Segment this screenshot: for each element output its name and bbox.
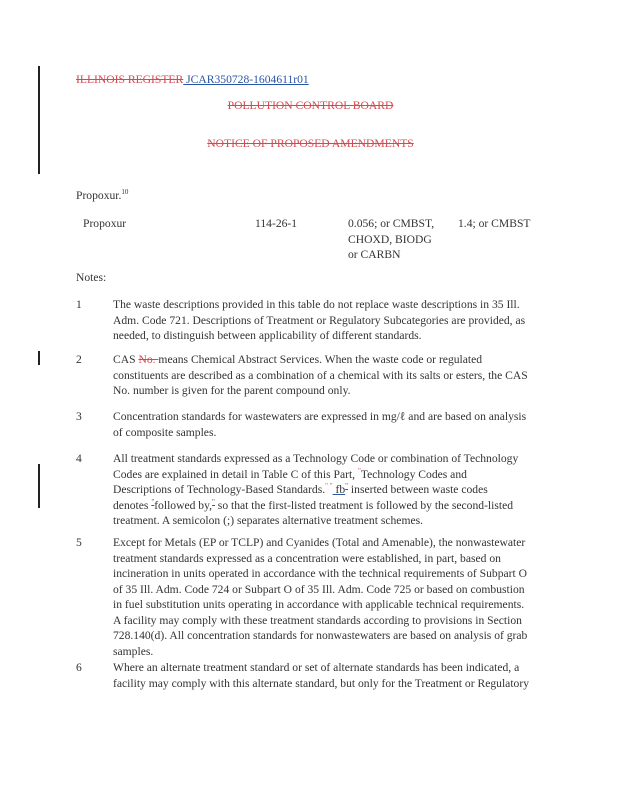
inserted-quote-mark: " — [212, 497, 215, 506]
inserted-quote-mark: " — [345, 482, 349, 490]
note-text — [113, 660, 545, 691]
note-number: 4 — [76, 452, 82, 465]
note-line: Adm. Code 721. Descriptions of Treatment or Regulatory Subcategories are provided, as — [113, 313, 526, 327]
note-line: 728.140(d). All concentration standards for nonwastewaters are based on analysis of grab — [113, 629, 528, 642]
inserted-quote-mark: " — [151, 497, 155, 506]
note-line — [113, 482, 545, 498]
struck-quote-mark: " " — [325, 482, 333, 490]
note-line: treatment standards expressed as a concentration were established, in part, based on — [113, 551, 501, 565]
note-line: samples. — [113, 644, 154, 658]
note-text-run: means Chemical Abstract Services. When the waste code or regulated — [158, 353, 483, 366]
note-line: Concentration standards for wastewaters are expressed in mg/ℓ and are based on analysis — [113, 410, 527, 423]
note-text-run: Technology Codes and — [360, 467, 467, 481]
struck-text: No. — [138, 353, 159, 366]
note-line: constituents are described as a combination of a chemical with its salts or esters, the CAS — [113, 368, 528, 382]
change-bar-header — [38, 66, 40, 174]
note-text — [113, 409, 545, 440]
note-text-run: so that the first-listed treatment is followed by the second-listed — [214, 498, 514, 512]
register-line — [76, 72, 309, 88]
note-line: in fuel substitution units operating in accordance with applicable technical requirements. — [113, 598, 525, 611]
row-cas-number: 114-26-1 — [255, 217, 298, 230]
note-text-run: denotes — [113, 498, 152, 512]
note-line — [113, 498, 545, 514]
row-nonwastewater-standard: 1.4; or CMBST — [458, 217, 531, 230]
note-line: All treatment standards expressed as a Technology Code or combination of Technology — [113, 452, 519, 465]
board-title: POLLUTION CONTROL BOARD — [227, 99, 394, 112]
row-wastewater-standard — [348, 216, 434, 263]
note-text-run: Descriptions of Technology-Based Standards. — [113, 483, 326, 496]
note-line — [113, 467, 545, 483]
compound-footnote: 10 — [121, 188, 129, 196]
note-line: incineration in units operated in accordance with the technical requirements of Subpart O — [113, 567, 528, 580]
note-line: needed, to distinguish between applicability of different standards. — [113, 329, 422, 342]
note-number: 6 — [76, 661, 82, 674]
change-bar-note-4 — [38, 464, 40, 508]
note-number: 1 — [76, 298, 82, 311]
struck-quote-mark: " — [357, 466, 361, 475]
ww-line: CHOXD, BIODG — [348, 232, 432, 246]
register-struck-text: ILLINOIS REGISTER — [76, 73, 184, 86]
note-line: Where an alternate treatment standard or set of alternate standards has been indicated, a — [113, 661, 520, 674]
notice-title: NOTICE OF PROPOSED AMENDMENTS — [207, 137, 414, 150]
note-text-run: followed by, — [154, 498, 213, 512]
note-text — [113, 451, 545, 529]
note-text-run: CAS — [113, 353, 139, 366]
note-line: A facility may comply with these treatment standards according to provisions in Section — [113, 613, 522, 627]
ww-line: 0.056; or CMBST, — [348, 217, 435, 230]
note-line: of composite samples. — [113, 425, 217, 439]
note-number: 3 — [76, 410, 82, 423]
note-text-run: Codes are explained in detail in Table C of this Part, — [113, 467, 358, 481]
note-line: of 35 Ill. Adm. Code 724 or Subpart O of 35 Ill. Adm. Code 725 or based on combustion — [113, 582, 525, 596]
note-text — [113, 297, 545, 344]
note-text — [113, 352, 545, 399]
row-waste-name: Propoxur — [83, 217, 127, 230]
note-line — [113, 352, 545, 368]
note-number: 2 — [76, 353, 82, 366]
note-line: Except for Metals (EP or TCLP) and Cyanides (Total and Amenable), the nonwastewater — [113, 536, 526, 549]
notes-label: Notes: — [76, 271, 107, 284]
note-text — [113, 535, 545, 659]
note-line: treatment. A semicolon (;) separates alternative treatment schemes. — [113, 514, 424, 527]
compound-name: Propoxur. — [76, 189, 122, 202]
note-line: The waste descriptions provided in this table do not replace waste descriptions in 35 Ill. — [113, 298, 520, 311]
ww-line: or CARBN — [348, 248, 401, 261]
note-line: No. number is given for the parent compound only. — [113, 384, 351, 397]
note-text-run: inserted between waste codes — [348, 483, 488, 496]
inserted-text: fb — [332, 483, 346, 496]
change-bar-note-2 — [38, 351, 40, 365]
note-number: 5 — [76, 536, 82, 549]
register-inserted-text: JCAR350728-1604611r01 — [183, 73, 309, 86]
compound-heading — [76, 188, 128, 204]
note-line: facility may comply with this alternate standard, but only for the Treatment or Regulatory — [113, 676, 529, 690]
